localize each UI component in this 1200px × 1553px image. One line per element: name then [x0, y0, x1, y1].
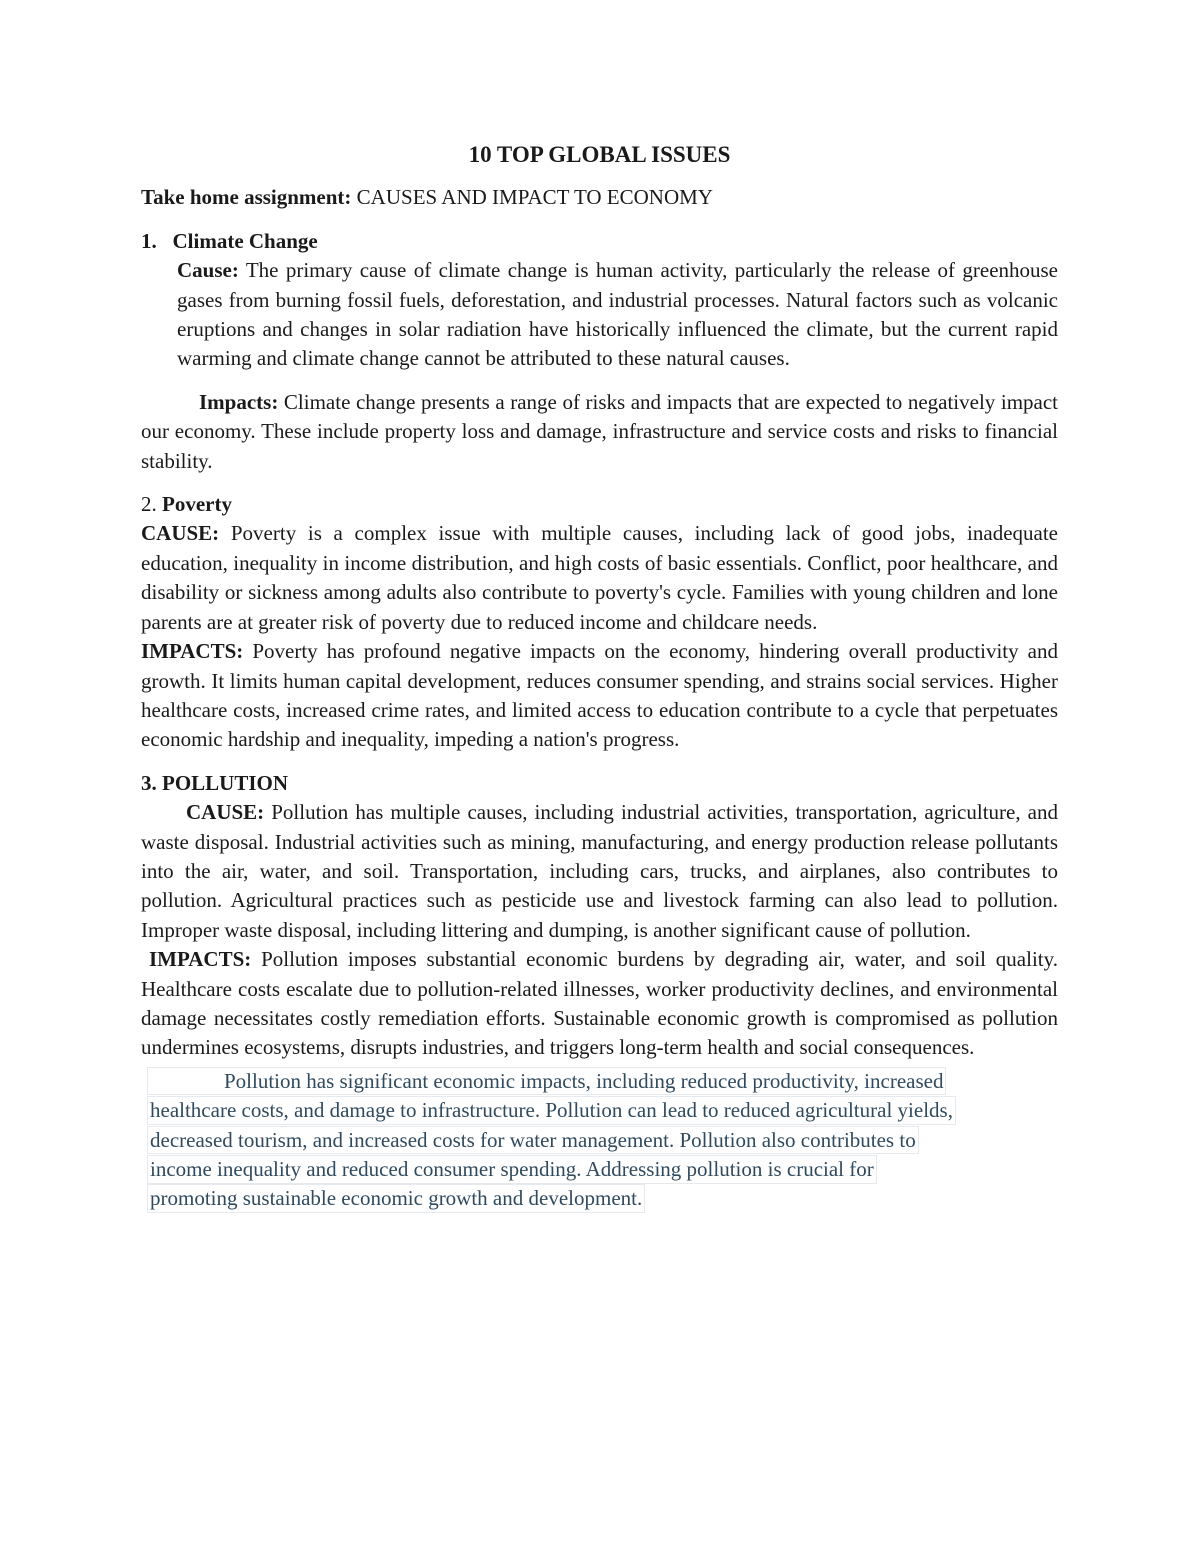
document-title: 10 TOP GLOBAL ISSUES	[468, 142, 731, 167]
impact-label: IMPACTS:	[141, 639, 244, 664]
section-poverty	[141, 490, 1058, 755]
cause-paragraph	[141, 798, 1058, 945]
pasted-summary-line: healthcare costs, and damage to infrastructure. Pollution can lead to reduced agricultural yields,	[147, 1096, 956, 1125]
pasted-summary-line: income inequality and reduced consumer spending. Addressing pollution is crucial for	[147, 1155, 877, 1184]
cause-label: CAUSE:	[141, 521, 220, 546]
section-climate-change	[141, 227, 1058, 476]
subtitle-label: Take home assignment:	[141, 185, 352, 210]
cause-text: Poverty is a complex issue with multiple causes, including lack of good jobs, inadequate education, inequality in income distribution, and high costs of basic essentials. Conflict, poor healthcare, and disability or sickness among adults also contribute to poverty's cycle. Families with young children and lone parents are at greater risk of poverty due to reduced income and childcare needs.	[141, 521, 1059, 634]
section-number: 1.	[141, 228, 157, 253]
pasted-summary-line: Pollution has significant economic impacts, including reduced productivity, increased	[147, 1067, 946, 1096]
impact-text: Poverty has profound negative impacts on the economy, hindering overall productivity and growth. It limits human capital development, reduces consumer spending, and strains social services. Higher healthcare costs, increased crime rates, and limited access to education contribute to a cycle that perpetuates economic hardship and inequality, impeding a nation's progress.	[141, 639, 1058, 752]
impact-paragraph	[141, 637, 1058, 755]
subtitle-text: CAUSES AND IMPACT TO ECONOMY	[356, 185, 713, 210]
impact-paragraph	[141, 945, 1058, 1063]
section-heading: 3. POLLUTION	[141, 770, 289, 795]
cause-paragraph	[141, 519, 1058, 637]
cause-label: CAUSE:	[186, 800, 265, 825]
cause-paragraph	[177, 256, 1058, 374]
section-title: Poverty	[162, 492, 232, 517]
section-pollution	[141, 769, 1058, 1214]
document-page	[141, 140, 1058, 1214]
section-heading	[141, 490, 1058, 519]
pasted-summary-line: decreased tourism, and increased costs for water management. Pollution also contributes to	[147, 1126, 919, 1155]
section-title: Climate Change	[172, 228, 318, 253]
section-number: 2.	[141, 492, 157, 517]
impact-text: Climate change presents a range of risks and impacts that are expected to negatively impact our economy. These include property loss and damage, infrastructure and service costs and risks to financial stability.	[141, 389, 1059, 473]
cause-text: The primary cause of climate change is human activity, particularly the release of greenhouse gases from burning fossil fuels, deforestation, and industrial processes. Natural factors such as volcanic eruptions and changes in solar radiation have historically influenced the climate, but the current rapid warming and climate change cannot be attributed to these natural causes.	[177, 258, 1059, 371]
impact-paragraph	[141, 388, 1058, 476]
assignment-subtitle	[141, 183, 1058, 212]
section-heading	[141, 227, 1058, 256]
cause-text: Pollution has multiple causes, including industrial activities, transportation, agriculture, and waste disposal. Industrial activities such as mining, manufacturing, and energy production release pollutants into the air, water, and soil. Transportation, including cars, trucks, and airplanes, also contributes to pollution. Agricultural practices such as pesticide use and livestock farming can also lead to pollution. Improper waste disposal, including littering and dumping, is another significant cause of pollution.	[141, 800, 1058, 942]
cause-label: Cause:	[177, 258, 239, 283]
impact-label: Impacts:	[199, 389, 279, 414]
impact-label: IMPACTS:	[149, 947, 252, 972]
pasted-summary-line: promoting sustainable economic growth and development.	[147, 1184, 645, 1213]
impact-text: Pollution imposes substantial economic burdens by degrading air, water, and soil quality. Healthcare costs escalate due to pollution-related illnesses, worker productivity declines, and environmental damage necessitates costly remediation efforts. Sustainable economic growth is compromised as pollution undermines ecosystems, disrupts industries, and triggers long-term health and social consequences.	[141, 947, 1058, 1060]
pasted-summary-block	[147, 1067, 1059, 1214]
